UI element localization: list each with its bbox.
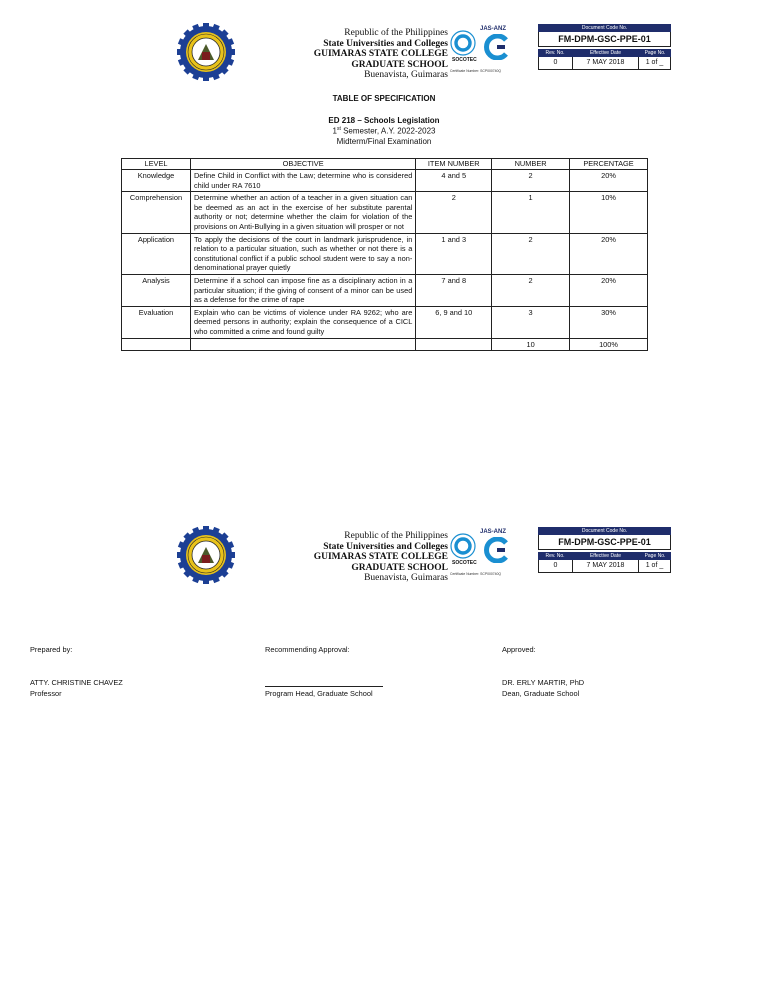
percentage-cell: 10% bbox=[570, 192, 648, 233]
recommending-title: Program Head, Graduate School bbox=[265, 689, 373, 698]
signature-line bbox=[265, 686, 383, 687]
document-code-box bbox=[538, 24, 671, 70]
semester-number: 1 bbox=[332, 126, 337, 136]
percentage-cell: 20% bbox=[570, 170, 648, 192]
institution-block bbox=[300, 531, 448, 584]
rev-value: 0 bbox=[539, 57, 573, 69]
table-row bbox=[122, 306, 648, 338]
doc-code-label: Document Code No. bbox=[538, 527, 671, 535]
table-row bbox=[122, 233, 648, 274]
effective-date-value: 7 MAY 2018 bbox=[573, 560, 639, 572]
approved-title: Dean, Graduate School bbox=[502, 689, 580, 698]
doc-code-label: Document Code No. bbox=[538, 24, 671, 32]
document-title: TABLE OF SPECIFICATION bbox=[332, 94, 436, 103]
semester-text bbox=[0, 126, 768, 136]
effective-date-value: 7 MAY 2018 bbox=[573, 57, 639, 69]
item-number-cell: 2 bbox=[416, 192, 492, 233]
objective-cell: Determine if a school can impose fine as a disciplinary action in a particular situation; if the giving of consent of a minor can be used as a defense for the crime of rape bbox=[190, 274, 415, 306]
item-number-cell: 1 and 3 bbox=[416, 233, 492, 274]
header-percentage: PERCENTAGE bbox=[570, 159, 648, 170]
school-name: GRADUATE SCHOOL bbox=[351, 562, 448, 573]
document-code-box bbox=[538, 527, 671, 573]
item-number-cell: 7 and 8 bbox=[416, 274, 492, 306]
page-header-second bbox=[0, 503, 768, 593]
header-item-number: ITEM NUMBER bbox=[416, 159, 492, 170]
level-cell: Analysis bbox=[122, 274, 191, 306]
college-name: GUIMARAS STATE COLLEGE bbox=[313, 49, 448, 60]
prepared-by-title: Professor bbox=[30, 689, 62, 698]
suc-text: State Universities and Colleges bbox=[323, 38, 448, 49]
approved-label: Approved: bbox=[502, 645, 536, 654]
table-row bbox=[122, 274, 648, 306]
percentage-cell: 30% bbox=[570, 306, 648, 338]
school-name: GRADUATE SCHOOL bbox=[351, 59, 448, 70]
semester-ordinal: st bbox=[336, 126, 341, 132]
prepared-by-name: ATTY. CHRISTINE CHAVEZ bbox=[30, 678, 123, 687]
number-cell: 2 bbox=[492, 170, 570, 192]
level-cell: Comprehension bbox=[122, 192, 191, 233]
number-cell: 3 bbox=[492, 306, 570, 338]
total-empty-cell bbox=[190, 338, 415, 351]
percentage-cell: 20% bbox=[570, 274, 648, 306]
doc-meta-values bbox=[538, 57, 671, 70]
approved-name: DR. ERLY MARTIR, PhD bbox=[502, 678, 585, 687]
suc-text: State Universities and Colleges bbox=[323, 541, 448, 552]
cert-number-text: Certificate Number: SCP000740Q bbox=[450, 69, 502, 73]
page-value: 1 of _ bbox=[645, 562, 664, 569]
college-name: GUIMARAS STATE COLLEGE bbox=[313, 552, 448, 563]
prepared-by-label: Prepared by: bbox=[30, 645, 73, 654]
table-header-row bbox=[122, 159, 648, 170]
objective-cell: Explain who can be victims of violence under RA 9262; who are deemed persons in authority; explain the consequence of a CICL who committed a crime and found guilty bbox=[190, 306, 415, 338]
objective-cell: Define Child in Conflict with the Law; determine who is considered child under RA 7610 bbox=[190, 170, 415, 192]
cert-number-text: Certificate Number: SCP000740Q bbox=[450, 572, 502, 576]
republic-text: Republic of the Philippines bbox=[344, 28, 448, 38]
socotec-c-icon bbox=[484, 537, 510, 563]
page-label: Page No. bbox=[644, 50, 666, 56]
doc-code-value: FM-DPM-GSC-PPE-01 bbox=[538, 535, 671, 550]
effective-date-label: Effective Date bbox=[589, 553, 622, 559]
republic-text: Republic of the Philippines bbox=[344, 531, 448, 541]
certification-seal-icon bbox=[450, 533, 476, 559]
certification-badge bbox=[450, 529, 518, 581]
header-level: LEVEL bbox=[122, 159, 191, 170]
number-cell: 2 bbox=[492, 233, 570, 274]
percentage-cell: 20% bbox=[570, 233, 648, 274]
address-text: Buenavista, Guimaras bbox=[364, 573, 448, 584]
specification-table bbox=[121, 158, 648, 351]
exam-type: Midterm/Final Examination bbox=[336, 137, 432, 146]
level-cell: Evaluation bbox=[122, 306, 191, 338]
item-number-cell: 6, 9 and 10 bbox=[416, 306, 492, 338]
page-label: Page No. bbox=[644, 553, 666, 559]
jasanz-text: JAS-ANZ bbox=[480, 26, 507, 32]
total-number-cell: 10 bbox=[492, 338, 570, 351]
college-seal-icon bbox=[176, 22, 236, 82]
rev-value: 0 bbox=[539, 560, 573, 572]
socotec-c-icon bbox=[484, 34, 510, 60]
doc-meta-labels bbox=[538, 552, 671, 560]
item-number-cell: 4 and 5 bbox=[416, 170, 492, 192]
socotec-text: SOCOTEC bbox=[452, 560, 477, 566]
rev-label: Rev. No. bbox=[545, 553, 565, 559]
total-empty-cell bbox=[416, 338, 492, 351]
page-value: 1 of _ bbox=[645, 59, 664, 66]
certification-badge bbox=[450, 26, 518, 78]
number-cell: 2 bbox=[492, 274, 570, 306]
certification-seal-icon bbox=[450, 30, 476, 56]
page-header bbox=[0, 0, 768, 90]
address-text: Buenavista, Guimaras bbox=[364, 70, 448, 81]
objective-cell: To apply the decisions of the court in landmark jurisprudence, in relation to a particular situation, such as whether or not there is a constitutional conflict if a public school student were to say a non-denominational prayer quietly bbox=[190, 233, 415, 274]
header-objective: OBJECTIVE bbox=[190, 159, 415, 170]
college-seal-icon bbox=[176, 525, 236, 585]
total-percentage-cell: 100% bbox=[570, 338, 648, 351]
institution-block bbox=[300, 28, 448, 81]
recommending-approval-label: Recommending Approval: bbox=[265, 645, 350, 654]
doc-code-value: FM-DPM-GSC-PPE-01 bbox=[538, 32, 671, 47]
total-empty-cell bbox=[122, 338, 191, 351]
objective-cell: Determine whether an action of a teacher in a given situation can be deemed as an act in the exercise of her substitute parental authority or not; determine whether the claim for violation of the provisions on Anti-Bullying in a given situation will prosper or not bbox=[190, 192, 415, 233]
jasanz-text: JAS-ANZ bbox=[480, 529, 507, 535]
level-cell: Knowledge bbox=[122, 170, 191, 192]
level-cell: Application bbox=[122, 233, 191, 274]
table-total-row bbox=[122, 338, 648, 351]
header-number: NUMBER bbox=[492, 159, 570, 170]
doc-meta-values bbox=[538, 560, 671, 573]
effective-date-label: Effective Date bbox=[589, 50, 622, 56]
table-row bbox=[122, 170, 648, 192]
number-cell: 1 bbox=[492, 192, 570, 233]
semester-rest: Semester, A.Y. 2022-2023 bbox=[340, 126, 436, 136]
doc-meta-labels bbox=[538, 49, 671, 57]
socotec-text: SOCOTEC bbox=[452, 57, 477, 63]
rev-label: Rev. No. bbox=[545, 50, 565, 56]
course-title: ED 218 – Schools Legislation bbox=[328, 116, 440, 125]
table-row bbox=[122, 192, 648, 233]
